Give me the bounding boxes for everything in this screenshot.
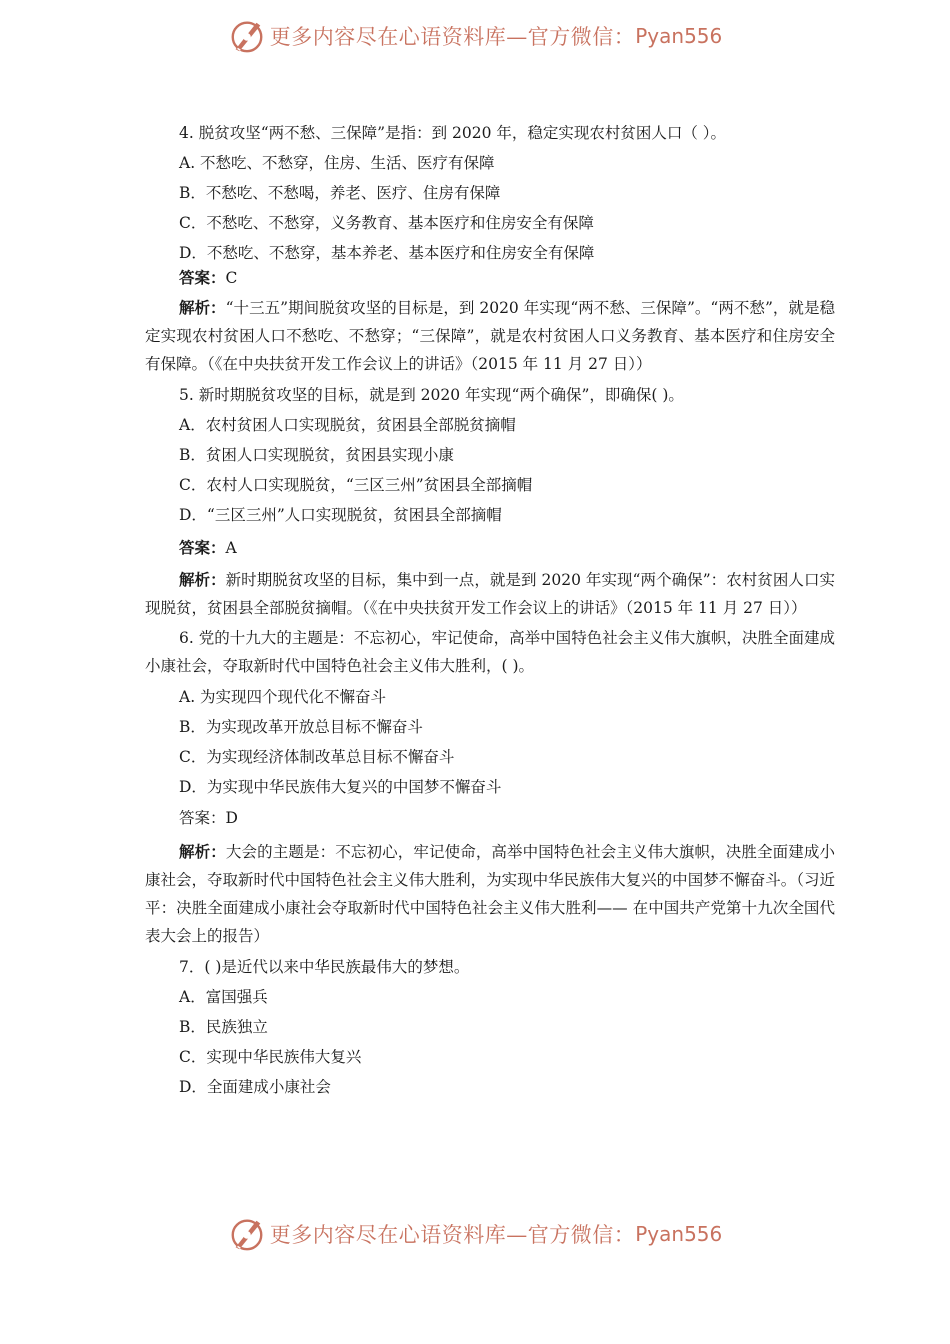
- pen-logo-icon: [228, 1215, 266, 1253]
- q5-analysis: [145, 566, 835, 622]
- q4-option-a: A. 不愁吃、不愁穿，住房、生活、医疗有保障: [179, 154, 495, 172]
- analysis-text: “十三五”期间脱贫攻坚的目标是，到 2020 年实现“两不愁、三保障”。“两不愁”，就是稳定实现农村贫困人口不愁吃、不愁穿；“三保障”，就是农村贫困人口义务教育、基本医疗和住房安全有保障。（《在中央扶贫开发工作会议上的讲话》（2015 年 11 月 27 日））: [145, 299, 835, 373]
- q5-option-d: D．“三区三州”人口实现脱贫，贫困县全部摘帽: [179, 506, 502, 524]
- q5-option-a: A．农村贫困人口实现脱贫，贫困县全部脱贫摘帽: [179, 416, 516, 434]
- answer-value: D: [225, 809, 238, 827]
- q7-option-b: B．民族独立: [179, 1018, 268, 1036]
- question-7-stem: 7．( )是近代以来中华民族最伟大的梦想。: [179, 958, 470, 976]
- footer-banner: [0, 1212, 950, 1256]
- q5-answer: [145, 534, 835, 562]
- analysis-label: 解析：: [179, 842, 226, 861]
- q4-option-d: D．不愁吃、不愁穿，基本养老、基本医疗和住房安全有保障: [179, 244, 595, 262]
- answer-label: 答案：: [179, 809, 226, 827]
- analysis-text: 新时期脱贫攻坚的目标，集中到一点，就是到 2020 年实现“两个确保”：农村贫困人口实现脱贫，贫困县全部脱贫摘帽。（《在中央扶贫开发工作会议上的讲话》（2015 年 11 月 27 日））: [145, 571, 835, 617]
- document-body: [145, 118, 835, 1102]
- header-banner: [0, 14, 950, 58]
- q6-option-d: D．为实现中华民族伟大复兴的中国梦不懈奋斗: [179, 778, 502, 796]
- q7-option-a: A．富国强兵: [179, 988, 268, 1006]
- answer-label: 答案：: [179, 268, 226, 287]
- q6-option-b: B．为实现改革开放总目标不懈奋斗: [179, 718, 423, 736]
- question-4-stem: 4. 脱贫攻坚“两不愁、三保障”是指：到 2020 年，稳定实现农村贫困人口（ ）。: [179, 124, 727, 142]
- analysis-text: 大会的主题是：不忘初心，牢记使命，高举中国特色社会主义伟大旗帜，决胜全面建成小康社会，夺取新时代中国特色社会主义伟大胜利，为实现中华民族伟大复兴的中国梦不懈奋斗。（习近平：决胜全面建成小康社会夺取新时代中国特色社会主义伟大胜利—— 在中国共产党第十九次全国代表大会上的报告）: [145, 843, 835, 945]
- answer-value: C: [225, 269, 238, 287]
- analysis-label: 解析：: [179, 298, 226, 317]
- question-5-stem: 5. 新时期脱贫攻坚的目标，就是到 2020 年实现“两个确保”，即确保( )。: [179, 386, 684, 404]
- q5-option-b: B．贫困人口实现脱贫，贫困县实现小康: [179, 446, 454, 464]
- banner-text: 更多内容尽在心语资料库—官方微信：: [269, 25, 636, 49]
- analysis-label: 解析：: [179, 570, 226, 589]
- q6-analysis: [145, 838, 835, 950]
- q6-option-a: A. 为实现四个现代化不懈奋斗: [179, 688, 387, 706]
- q4-answer: [145, 264, 835, 292]
- q6-option-c: C．为实现经济体制改革总目标不懈奋斗: [179, 748, 455, 766]
- banner-wechat-id: Pyan556: [635, 24, 723, 48]
- answer-label: 答案：: [179, 538, 226, 557]
- q4-option-b: B．不愁吃、不愁喝，养老、医疗、住房有保障: [179, 184, 501, 202]
- q6-answer: [145, 804, 835, 832]
- q4-analysis: [145, 294, 835, 378]
- q7-option-c: C．实现中华民族伟大复兴: [179, 1048, 362, 1066]
- pen-logo-icon: [228, 17, 266, 55]
- q7-option-d: D．全面建成小康社会: [179, 1078, 331, 1096]
- q4-option-c: C．不愁吃、不愁穿，义务教育、基本医疗和住房安全有保障: [179, 214, 594, 232]
- banner-wechat-id: Pyan556: [635, 1222, 723, 1246]
- q5-option-c: C．农村人口实现脱贫，“三区三州”贫困县全部摘帽: [179, 476, 533, 494]
- banner-text: 更多内容尽在心语资料库—官方微信：: [269, 1223, 636, 1247]
- question-6-stem: 6. 党的十九大的主题是：不忘初心，牢记使命，高举中国特色社会主义伟大旗帜，决胜全面建成小康社会，夺取新时代中国特色社会主义伟大胜利，( )。: [145, 629, 835, 675]
- answer-value: A: [225, 539, 237, 557]
